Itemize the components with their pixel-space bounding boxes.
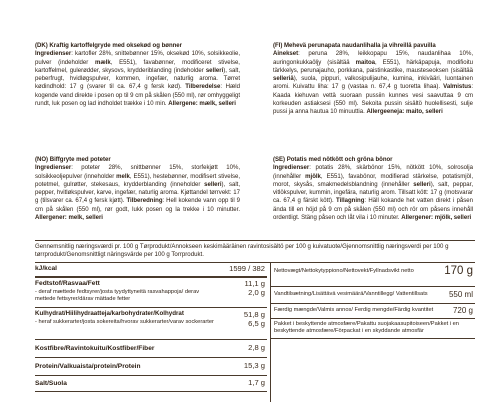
water-value: 550 ml <box>448 290 473 299</box>
nutrient-value-salt: 1,7 g <box>248 378 265 387</box>
recipe-dk: (DK) Kraftig kartoffelgryde med oksekød og bønner Ingredienser: kartofler 28%, snittebønner 15%, oksekød 10%, solsikkeolie, pulver (indeholder mælk, E551), favabønner, modificeret stivelse, kartoffelmel, gulerødder, skysovs, krydderiblanding (indeholder selleri), salt, peberfrugt, hvidløgspulver, kommen, ingefær, naturlig aroma. Tørret kødindhold: 17 g (svarer til ca. 67,4 g fersk kød). Tilberedelse: Hæld kogende vand direkte i posen op til 9 cm på skålen (550 ml), rør omhyggeligt rundt, luk posen og lad indholdet trække i 10 min. Allergene: mælk, selleri <box>35 43 241 108</box>
nutrition-fat-rule <box>35 307 267 308</box>
recipe-title: (DK) Kraftig kartoffelgryde med oksekød og bønner <box>35 43 183 49</box>
recipe-title: (NO) Biffgryte med poteter <box>35 157 111 163</box>
final-quantity-label: Færdig mængde/Valmis annos/ Ferdig mengde/Färdig kvantitet <box>274 307 434 313</box>
nutrition-column-divider <box>270 262 271 402</box>
allergen-milk: mjölk <box>305 173 321 180</box>
allergens-line: Allergener: melk, selleri <box>35 215 103 222</box>
ingredients-label: Ingredienser <box>35 165 72 172</box>
ingredients-label: Ingredienser <box>273 165 310 172</box>
nutrition-intro-rule <box>35 262 475 263</box>
net-weight-label: Nettovægt/Nettokytyppiono/Nettovekt/Fyllnadsvikt netto <box>274 268 414 274</box>
water-rule <box>270 303 475 304</box>
recipe-se: (SE) Potatis med nötkött och gröna bönor Ingredienser: potatis 28%, skärbönor 15%, nötkött 10%, solrosolja (innehåller mjölk, E551), favabönor, modifierad stärkelse, potatismjöl, morot, skysås, smakmedelsblandning (innehåller selleri), salt, peppar, vitlökspulver, kummin, ingefära, naturlig arom. Tillsatt kött: 17 g (motsvarar ca. 67,4 g färskt kött). Tillagning: Häll kokande het vatten direkt i påsen ända till en höjd på 9 cm på skålen (550 ml) och rör om påsens innehåll ordentligt. Stäng påsen och låt vila i 10 minuter. Allergener: mjölk, selleri <box>273 157 473 222</box>
allergen-celery: selleri <box>204 181 222 188</box>
nutrient-value-saturates: 2,0 g <box>248 288 265 297</box>
recipe-title: (SE) Potatis med nötkött och gröna bönor <box>273 157 393 163</box>
net-weight-rule <box>270 286 475 287</box>
packaging-atmosphere-text: Pakket i beskyttende atmosfære/Pakattu suojakaasupitoiseen/Pakket i en beskyttende atmosfære/Förpackat i en skyddande atmosfär <box>274 321 459 335</box>
prep-label: Tillagning <box>336 198 365 205</box>
nutrition-bottom-rule <box>35 391 267 392</box>
allergen-celery: selleri <box>413 181 431 188</box>
allergens-line: Allergeeneja: maito, selleri <box>366 109 443 116</box>
recipe-title: (FI) Mehevä perunapata naudanlihalla ja vihreillä pavuilla <box>273 43 436 49</box>
net-weight-value: 170 g <box>444 265 473 277</box>
nutrient-label-protein: Protein/Valkuaista/protein/Protein <box>35 363 141 370</box>
final-quantity-value: 720 g <box>452 306 473 315</box>
recipe-no: (NO) Biffgryte med poteter Ingredienser: poteter 28%, snittbønner 15%, storfekjøtt 10%, solsikkeoljepulver (inneholder melk, E551), hestebønner, modifisert stivelse, potetmel, gulrøtter, stekesaus, krydderblanding (inneholder selleri), salt, pepper, hvitløkspulver, karve, ingefær, naturlig aroma. Kjøttandel tørrvekt: 17 g (tilsvarer ca. 67,4 g fersk kjøtt). Tilberedning: Hell kokende vann opp til 9 cm på skålen (550 ml), rør godt, lukk posen og la trekke i 10 minutter. Allergener: melk, selleri <box>35 157 240 222</box>
final-quantity-rule <box>270 318 475 319</box>
allergens-line: Allergener: mjölk, selleri <box>401 215 472 222</box>
nutrition-top-rule <box>35 240 475 241</box>
allergen-milk: melk <box>116 173 130 180</box>
prep-label: Tilberedning <box>126 198 163 205</box>
nutrient-value-protein: 15,3 g <box>243 361 265 370</box>
nutrient-label-energy: kJ/kcal <box>35 265 57 272</box>
nutrient-label-fat: Fedtstof/Rasvaa/Fett <box>35 280 100 287</box>
ingredients-label: Ingredienser <box>35 51 72 58</box>
allergen-milk: mælk <box>94 59 111 66</box>
nutrient-value-carbs: 51,8 g <box>243 310 265 319</box>
packaging-rule <box>270 338 475 339</box>
nutrient-value-sugars: 6,5 g <box>248 319 265 328</box>
allergen-celery: selleri <box>205 67 224 74</box>
nutrition-energy-rule <box>35 276 267 278</box>
nutrient-value-fiber: 2,8 g <box>248 343 265 352</box>
allergens-line: Allergene: mælk, selleri <box>168 101 236 108</box>
recipe-fi: (FI) Mehevä perunapata naudanlihalla ja vihreillä pavuilla Ainekset: peruna 28%, leikkopapu 15%, naudanlihaa 10%, auringonkukkaöljy (sisältää maitoa, E551), härkäpapuja, modifioitu tärkkelys, perunajauho, porkkana, paistinkastike, mausteseoksen (sisältää selleriä), suola, pippuri, valkosipulijauhe, kumina, inkivääri, luontainen aromi. Kuivattu liha: 17 g (vastaa n. 67,4 g tuoretta lihaa). Valmistus: Kaada kiehuvan vettä suoraan pussiin kunnes vesi saavuttaa 9 cm korkeuden astiaksesi (550 ml). Sekoita pussin sisältö huolellisesti, sulje pussi ja anna hautua 10 minuuttia. Allergeeneja: maito, selleri <box>273 43 473 116</box>
ingredients-label: Ainekset <box>273 51 299 58</box>
nutrient-value-fat: 11,1 g <box>244 279 265 288</box>
nutrition-fiber-rule <box>35 357 267 358</box>
allergen-milk: maitoa <box>355 59 376 66</box>
nutrition-intro: Gennemsnitlig næringsværdi pr. 100 g Tørprodukt/Annokseen keskimääräinen ravintosisältö per 100 g kuivatuote/Gjennomsnittlig næringsverdi per 100 g tørrprodukt/Genomsnittligt näringsvärde per 100 g Torrprodukt. <box>35 243 449 259</box>
nutrient-label-fiber: Kostfibre/Ravintokuitu/Kostfiber/Fiber <box>35 345 155 352</box>
water-label: Vandtilsætning/Lisättävä vesimäärä/Vanntillegg/ Vattentillsats <box>274 291 428 297</box>
nutrition-protein-rule <box>35 375 267 376</box>
nutrition-carbs-rule <box>35 339 267 340</box>
prep-label: Tilberedelse <box>185 84 221 91</box>
nutrient-label-sugars: - heraf sukkerarter/josta sokereita/hvorav sukkerarter/varav sockerarter <box>35 319 214 325</box>
prep-label: Valmistus <box>443 84 472 91</box>
nutrient-value-energy: 1599 / 382 <box>229 264 265 273</box>
nutrient-label-salt: Salt/Suola <box>35 380 67 387</box>
allergen-celery: selleriä <box>273 76 294 83</box>
nutrient-label-saturates: - deraf mættede fedtsyrer/josta tyydyttyneitä rasvahappoja/ derav mettede fettsyrer/därav mättade fetter <box>35 289 200 303</box>
nutrient-label-carbs: Kulhydrat/Hiilihydraatteja/karbohydrater/Kolhydrat <box>35 310 184 317</box>
